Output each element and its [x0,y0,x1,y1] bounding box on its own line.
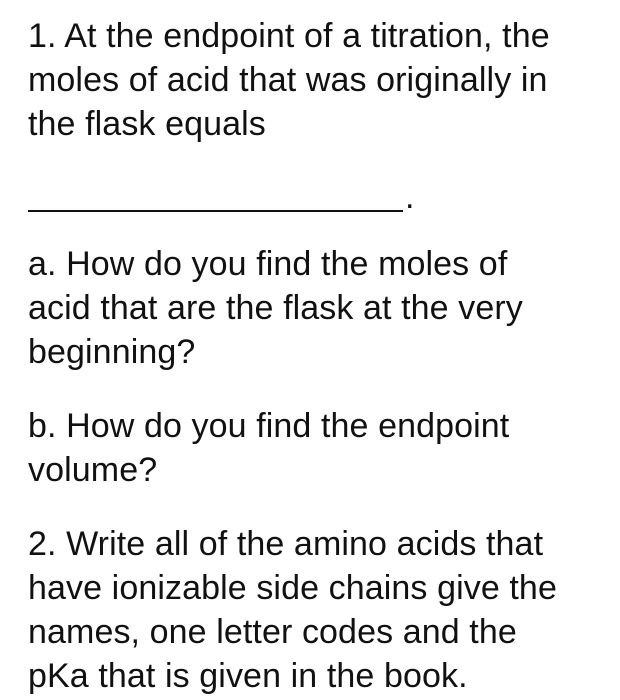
question-2-line-1: 2. Write all of the amino acids that [28,525,544,563]
question-1b-line-2: volume? [28,451,158,489]
question-1-line-1: 1. At the endpoint of a titration, the [28,17,550,55]
question-1b-line-1: b. How do you find the endpoint [28,407,510,445]
document-page [28,14,608,698]
question-2-line-3: names, one letter codes and the [28,613,517,651]
question-1a-line-3: beginning? [28,333,196,371]
answer-blank-period: . [405,178,415,216]
answer-blank [28,180,403,212]
question-1b [28,404,608,492]
answer-blank-row [28,168,608,216]
question-1-line-2: moles of acid that was originally in [28,61,548,99]
question-2 [28,522,608,698]
question-1 [28,14,608,216]
question-2-line-4: pKa that is given in the book. [28,657,468,695]
question-1a [28,242,608,374]
question-1a-line-1: a. How do you find the moles of [28,245,508,283]
question-1a-line-2: acid that are the flask at the very [28,289,523,327]
question-1-line-3: the flask equals [28,105,266,143]
question-2-line-2: have ionizable side chains give the [28,569,557,607]
